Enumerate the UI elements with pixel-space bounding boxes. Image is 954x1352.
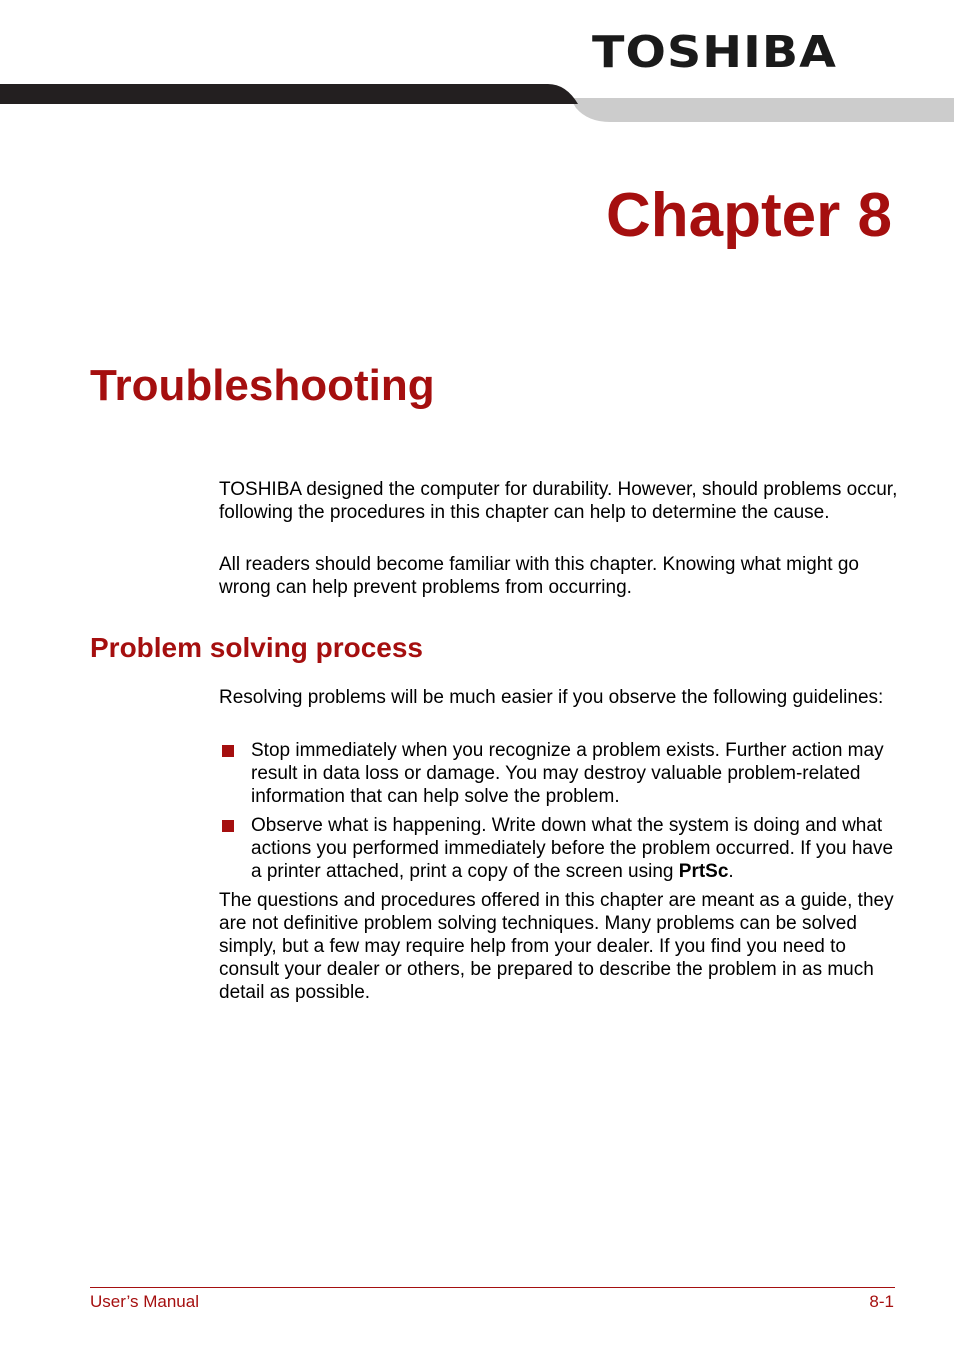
toshiba-logo: TOSHIBA: [592, 27, 838, 78]
chapter-title: Chapter 8: [606, 181, 892, 250]
intro-paragraph-2: All readers should become familiar with this chapter. Knowing what might go wrong can help prevent problems from occurring.: [219, 554, 859, 598]
bullet-item: [219, 739, 899, 808]
subsection-title: Problem solving process: [90, 632, 423, 663]
bullet-text: Stop immediately when you recognize a problem exists. Further action may result in data loss or damage. You may destroy valuable problem-related information that can help solve the problem.: [251, 740, 884, 807]
subsection-lead: Resolving problems will be much easier if you observe the following guidelines:: [219, 687, 884, 708]
bullet-text-before: Observe what is happening. Write down what the system is doing and what actions you performed immediately before the problem occurred. If you have a printer attached, print a copy of the screen using: [251, 815, 894, 882]
intro-paragraph-1: TOSHIBA designed the computer for durability. However, should problems occur, following the procedures in this chapter can help to determine the cause.: [219, 479, 898, 523]
section-title: Troubleshooting: [90, 361, 435, 410]
header-bar-dark: [0, 84, 578, 104]
closing-paragraph: The questions and procedures offered in this chapter are meant as a guide, they are not definitive problem solving techniques. Many problems can be solved simply, but a few may require help from your dealer. If you find you need to consult your dealer or others, be prepared to describe the problem in as much detail as possible.: [219, 890, 894, 1003]
bullet-text-after: .: [728, 861, 734, 882]
footer-page-number: 8-1: [869, 1292, 894, 1311]
prtsc-key-label: PrtSc: [678, 861, 729, 882]
header-bars: [0, 84, 954, 124]
bullet-text: [251, 814, 899, 883]
footer-manual-title: User’s Manual: [90, 1292, 199, 1311]
square-bullet-icon: [222, 820, 234, 832]
square-bullet-icon: [222, 745, 234, 757]
header-bar-light: [570, 98, 954, 122]
bullet-item: [219, 814, 899, 883]
footer-rule: [90, 1287, 895, 1288]
